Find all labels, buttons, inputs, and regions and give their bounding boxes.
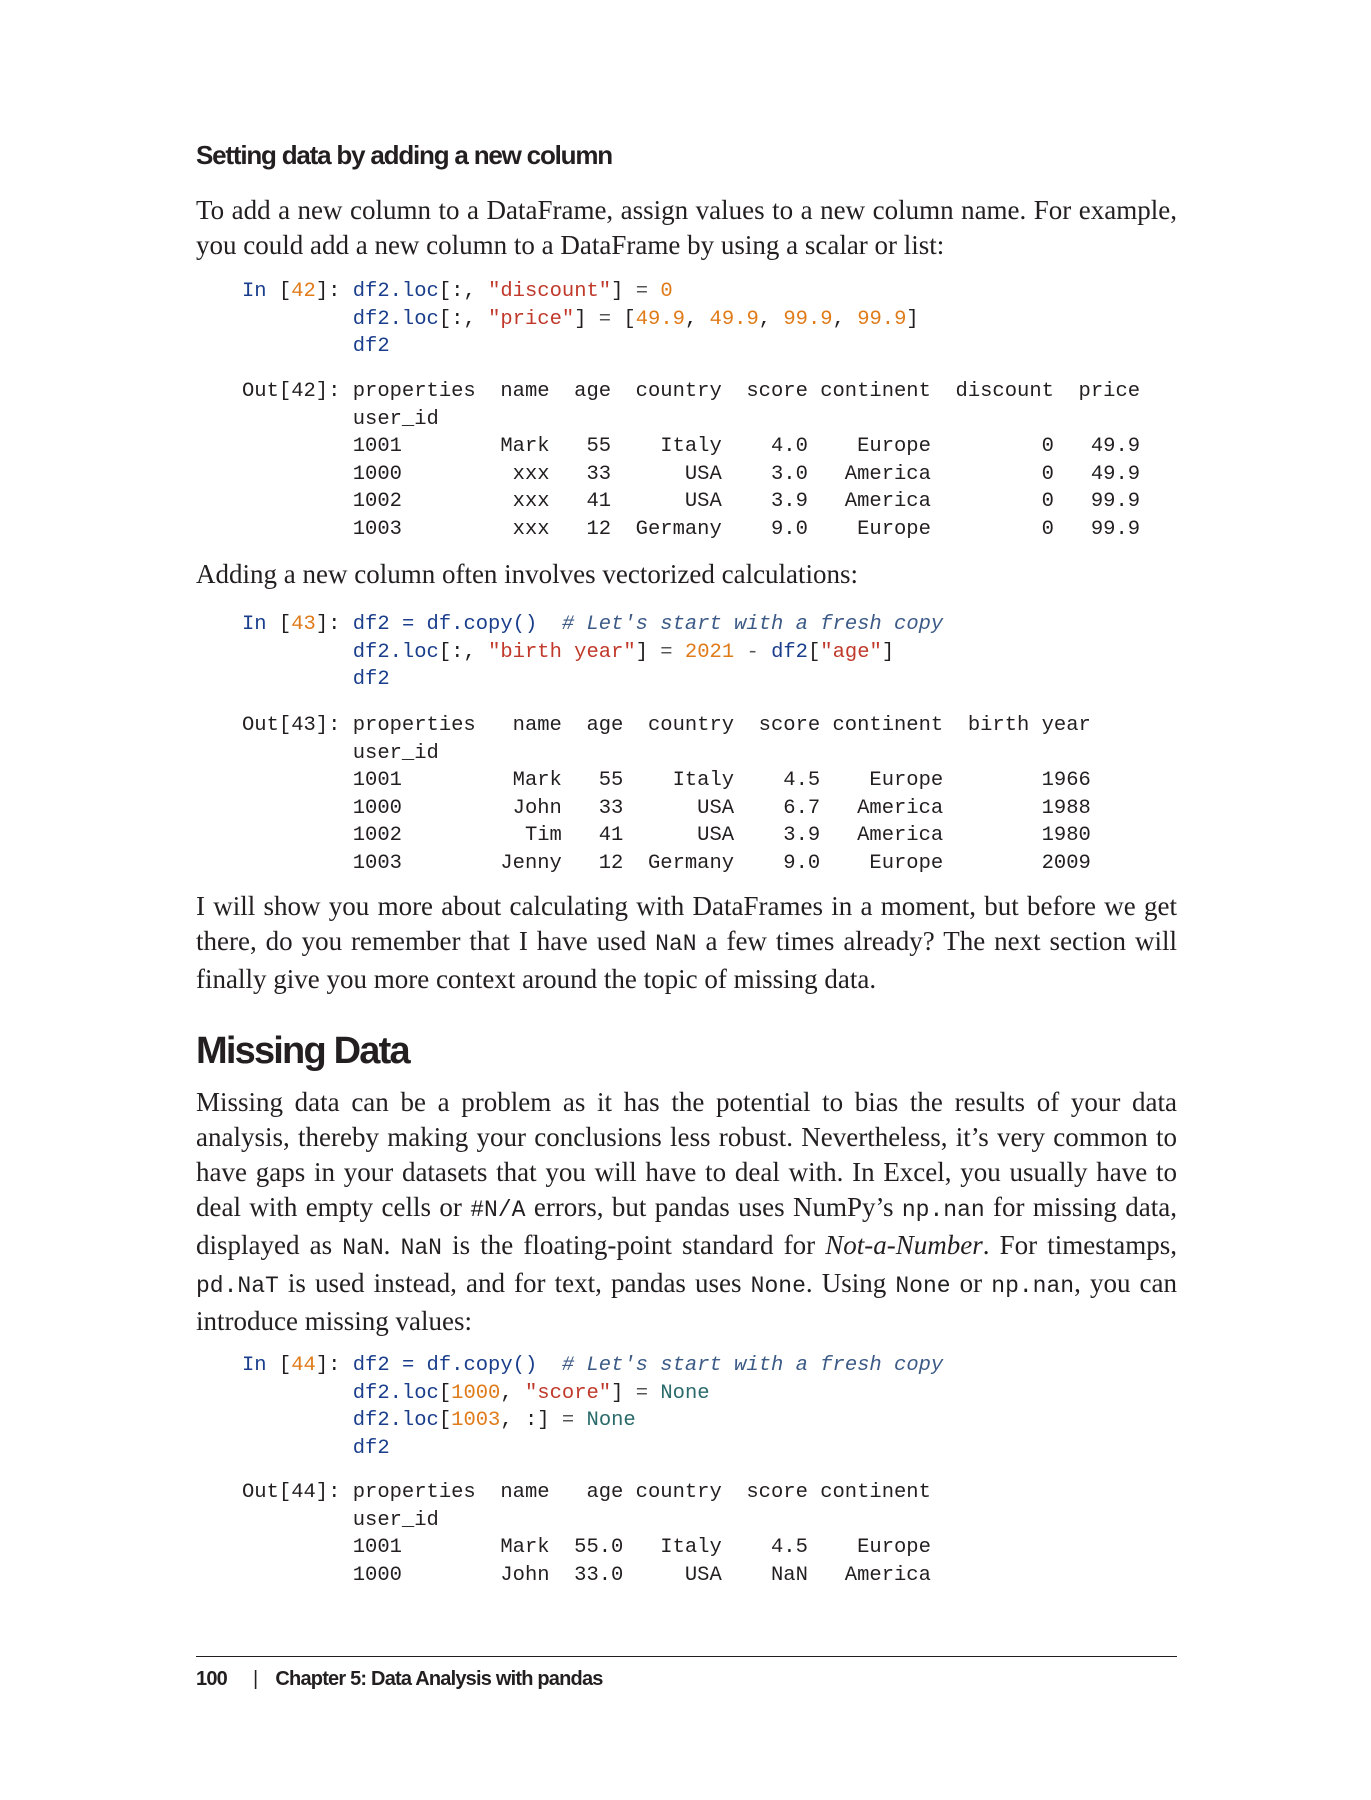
table-row: 1001 Mark 55 Italy 4.5 Europe 1966: [352, 769, 1091, 792]
subheading: Setting data by adding a new column: [196, 140, 612, 170]
missing-data-paragraph: Missing data can be a problem as it has the potential to bias the results of your data analysis, thereby making your conclusions less robust. Nevertheless, it’s very common to have gaps in your datasets that you will have to deal with. In Excel, you usually have to deal with empty cells or #N/A errors, but pandas uses NumPy’s np.nan for missing data, displayed as NaN. NaN is the floating-point standard for Not-a-Number. For timestamps, pd.NaT is used instead, and for text, pandas uses None. Using None or np.nan, you can introduce missing values:: [196, 1087, 1178, 1336]
code-line: df2.loc[1003, :] = None: [352, 1409, 636, 1432]
table-row: 1003 Jenny 12 Germany 9.0 Europe 2009: [352, 851, 1091, 875]
transition-paragraph: I will show you more about calculating with DataFrames in a moment, but before we get there, do you remember that I have used NaN a few times already? The next section will finally give you more context around the topic of missing data.: [196, 891, 1177, 994]
footer-rule: [196, 1656, 1177, 1657]
output-table-42: [242, 378, 1140, 543]
table-row: 1000 John 33.0 USA NaN America: [352, 1563, 931, 1587]
table-row: 1003 xxx 12 Germany 9.0 Europe 0 99.9: [352, 517, 1141, 541]
table-row: 1001 Mark 55.0 Italy 4.5 Europe: [352, 1536, 931, 1559]
intro-paragraph: To add a new column to a DataFrame, assign values to a new column name. For example, you could add a new column to a DataFrame by using a scalar or list:: [196, 195, 1177, 260]
table-row: 1000 xxx 33 USA 3.0 America 0 49.9: [352, 462, 1141, 486]
code-comment: # Let's start with a fresh copy: [561, 1354, 944, 1377]
section-heading: Missing Data: [196, 1030, 409, 1072]
code-line: df2.loc[:, "price"] = [49.9, 49.9, 99.9, 99.9]: [352, 307, 919, 331]
code-line: df2: [352, 335, 390, 358]
page-footer: [196, 1668, 603, 1691]
table-header: properties name age country score continent birth year: [352, 714, 1091, 737]
code-line: df2.loc[:, "birth year"] = 2021 - df2["age"]: [352, 640, 895, 664]
table-row: 1001 Mark 55 Italy 4.0 Europe 0 49.9: [352, 435, 1141, 458]
chapter-title: Chapter 5: Data Analysis with pandas: [275, 1668, 603, 1690]
code-line: df2: [352, 1436, 390, 1460]
table-header: properties name age country score continent discount price: [352, 380, 1141, 403]
code-cell-43-input: [242, 611, 943, 694]
index-name: user_id: [352, 1508, 439, 1532]
code-line: df2 = df.copy(): [352, 613, 538, 636]
code-line: df2.loc[1000, "score"] = None: [352, 1381, 710, 1405]
code-comment: # Let's start with a fresh copy: [561, 613, 944, 636]
out-prompt: Out[44]:: [242, 1481, 353, 1504]
code-cell-42-input: [242, 278, 919, 361]
footer-separator: |: [252, 1668, 258, 1690]
code-line: df2: [352, 668, 390, 691]
output-table-43: [242, 712, 1091, 877]
code-line: df2 = df.copy(): [352, 1354, 538, 1377]
table-header: properties name age country score continent: [352, 1481, 931, 1504]
index-name: user_id: [352, 407, 439, 431]
index-name: user_id: [352, 741, 439, 765]
table-row: 1000 John 33 USA 6.7 America 1988: [352, 796, 1091, 820]
page-number: 100: [196, 1668, 227, 1690]
table-row: 1002 xxx 41 USA 3.9 America 0 99.9: [352, 490, 1141, 513]
table-row: 1002 Tim 41 USA 3.9 America 1980: [352, 824, 1091, 847]
out-prompt: Out[42]:: [242, 380, 353, 403]
code-cell-44-input: [242, 1352, 943, 1462]
output-table-44: [242, 1479, 931, 1589]
code-line: df2.loc[:, "discount"] = 0: [352, 280, 673, 303]
in-prompt: In [43]:: [242, 613, 353, 636]
out-prompt: Out[43]:: [242, 714, 353, 737]
in-prompt: In [42]:: [242, 280, 353, 303]
vectorized-note: Adding a new column often involves vectorized calculations:: [196, 559, 859, 589]
in-prompt: In [44]:: [242, 1354, 353, 1377]
